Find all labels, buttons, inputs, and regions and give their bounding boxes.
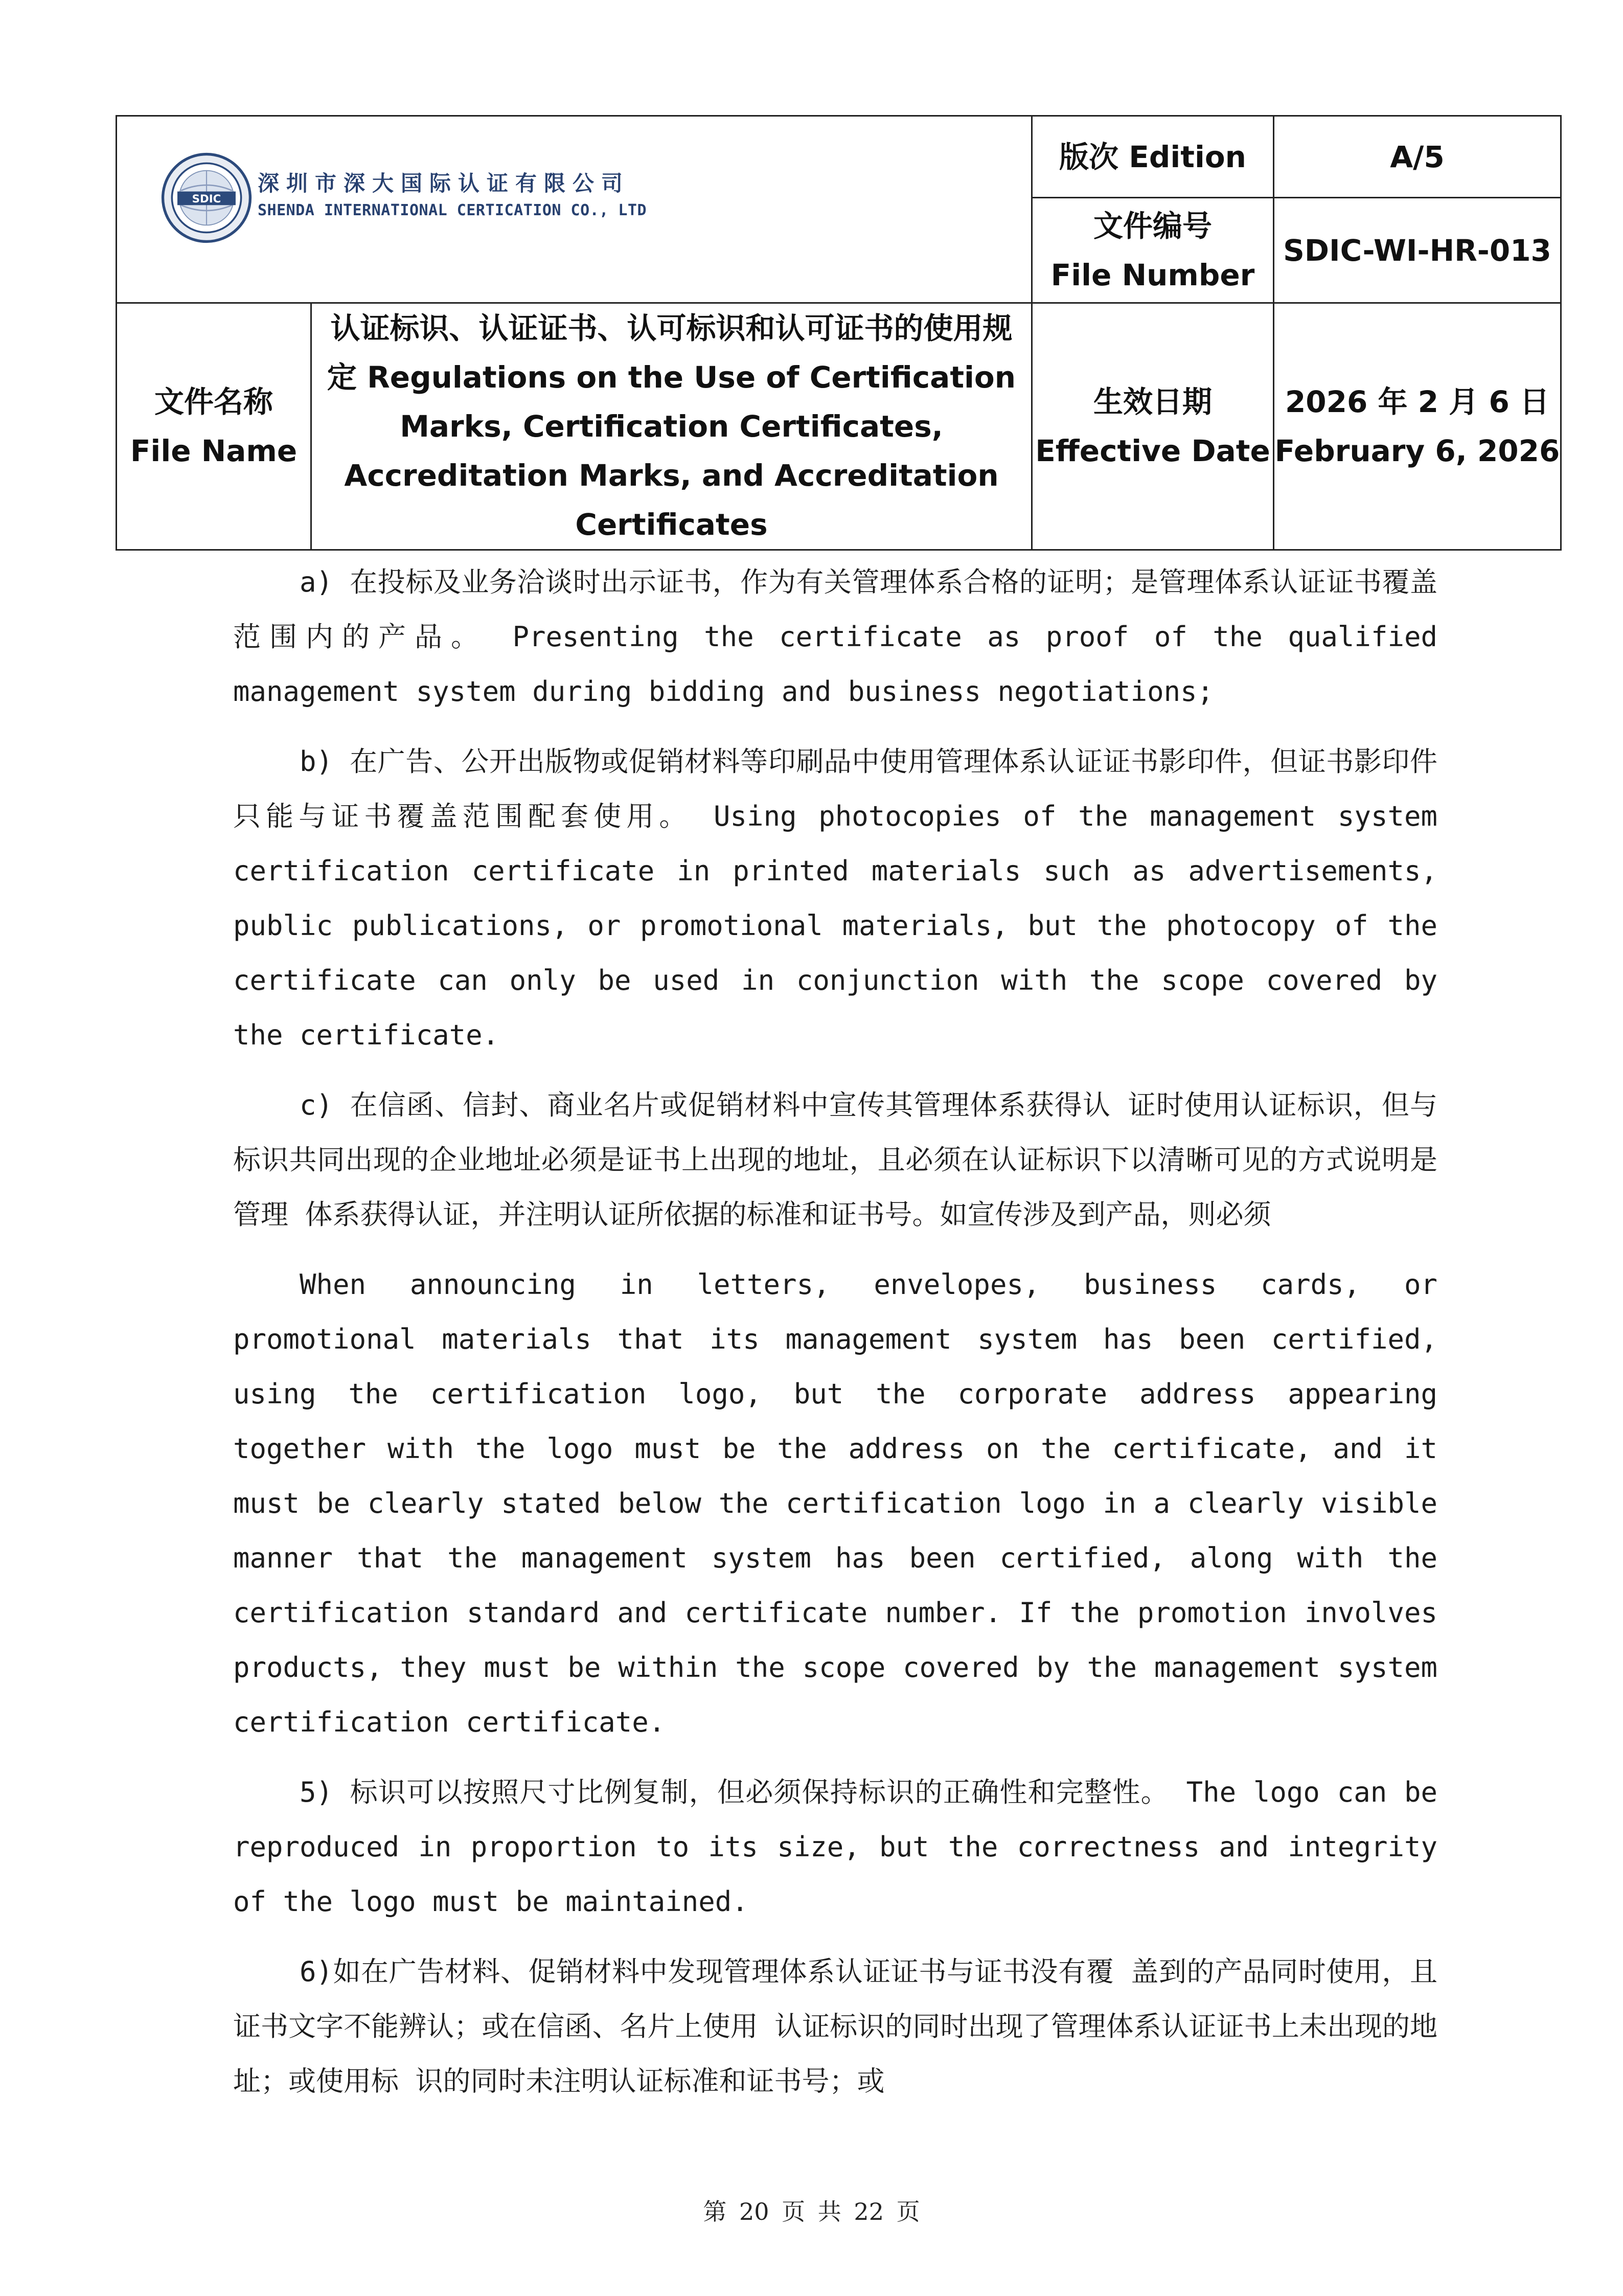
document-header-table <box>116 115 1562 551</box>
paragraph-a: a) 在投标及业务洽谈时出示证书，作为有关管理体系合格的证明；是管理体系认证证书覆盖范围内的产品。 Presenting the certificate as proof of the qualified management system during bidding and business negotiations; <box>233 566 1437 708</box>
file-number-label-en: File Number <box>1050 257 1255 292</box>
file-name-label-en: File Name <box>130 434 298 468</box>
company-name-en: SHENDA INTERNATIONAL CERTICATION CO., LTD <box>258 201 647 219</box>
page-number-footer: 第 20 页 共 22 页 <box>703 2198 920 2225</box>
seal-text: SDIC <box>192 192 221 206</box>
file-name-label-cn: 文件名称 <box>154 384 273 419</box>
company-seal-icon <box>161 152 252 243</box>
file-number-label-cn: 文件编号 <box>1093 208 1212 243</box>
effective-date-en: February 6, 2026 <box>1274 434 1560 468</box>
edition-label: 版次 Edition <box>1032 116 1274 198</box>
effective-date-value <box>1274 303 1561 550</box>
document-body <box>233 555 1437 2124</box>
effective-date-label-en: Effective Date <box>1035 434 1270 468</box>
paragraph-5: 5) 标识可以按照尺寸比例复制，但必须保持标识的正确性和完整性。 The logo can be reproduced in proportion to its size, but the correctness and integrity of the logo must be maintained. <box>233 1776 1437 1918</box>
company-logo-cell <box>117 116 1032 303</box>
file-name-label <box>117 303 311 550</box>
paragraph-c-cn: c) 在信函、信封、商业名片或促销材料中宣传其管理体系获得认 证时使用认证标识，但与标识共同出现的企业地址必须是证书上出现的地址，且必须在认证标识下以清晰可见的方式说明是管理 体系获得认证，并注明认证所依据的标准和证书号。如宣传涉及到产品，则必须 <box>233 1089 1437 1231</box>
file-number-value: SDIC-WI-HR-013 <box>1274 198 1561 303</box>
effective-date-cn: 2026 年 2 月 6 日 <box>1285 384 1550 419</box>
file-name-value: 认证标识、认证证书、认可标识和认可证书的使用规定 Regulations on the Use of Certification Marks, Certification Certificates, Accreditation Marks, and Accreditation Certificates <box>311 303 1032 550</box>
paragraph-c-en: When announcing in letters, envelopes, business cards, or promotional materials that its management system has been certified, using the certification logo, but the corporate address appearing together with the logo must be the address on the certificate, and it must be clearly stated below the certification logo in a clearly visible manner that the management system has been certified, along with the certification standard and certificate number. If the promotion involves products, they must be within the scope covered by the management system certification certificate. <box>233 1268 1437 1738</box>
paragraph-6: 6)如在广告材料、促销材料中发现管理体系认证证书与证书没有覆 盖到的产品同时使用，且证书文字不能辨认；或在信函、名片上使用 认证标识的同时出现了管理体系认证证书上未出现的地址；或使用标 识的同时未注明认证标准和证书号；或 <box>233 1956 1437 2097</box>
file-number-label <box>1032 198 1274 303</box>
paragraph-b: b) 在广告、公开出版物或促销材料等印刷品中使用管理体系认证证书影印件，但证书影印件只能与证书覆盖范围配套使用。 Using photocopies of the management system certification certificate in printed materials such as advertisements, public publications, or promotional materials, but the photocopy of the certificate can only be used in conjunction with the scope covered by the certificate. <box>233 745 1437 1051</box>
effective-date-label <box>1032 303 1274 550</box>
edition-value: A/5 <box>1274 116 1561 198</box>
effective-date-label-cn: 生效日期 <box>1093 384 1212 419</box>
company-name-cn: 深圳市深大国际认证有限公司 <box>258 171 630 196</box>
